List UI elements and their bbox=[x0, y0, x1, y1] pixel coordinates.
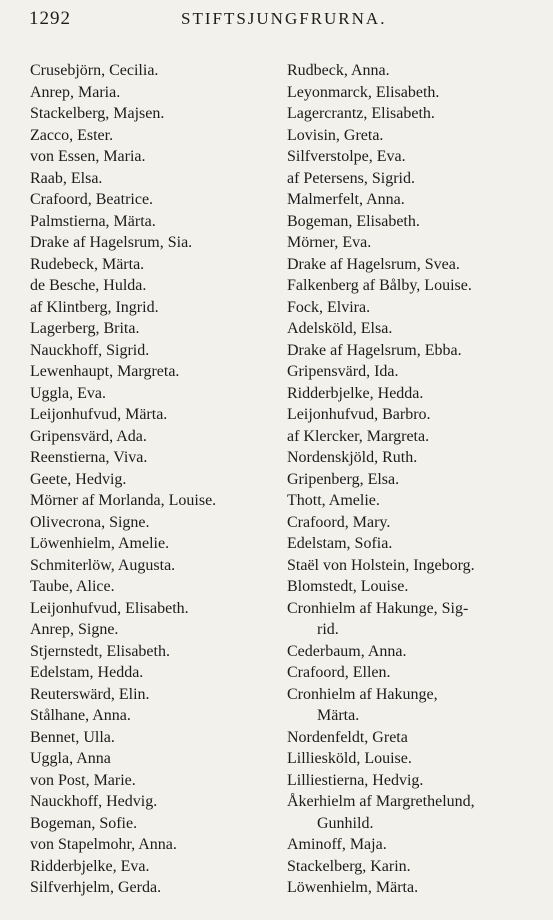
name-entry: Ridderbjelke, Hedda. bbox=[287, 384, 424, 402]
name-entry: Cronhielm af Hakunge, Sig- bbox=[287, 599, 469, 617]
name-entry: Lagercrantz, Elisabeth. bbox=[287, 105, 435, 122]
name-entry: Geete, Hedvig. bbox=[30, 470, 127, 488]
name-entry: Mörner af Morlanda, Louise. bbox=[30, 492, 217, 509]
name-entry: Gunhild. bbox=[317, 814, 374, 832]
name-entry: Stålhane, Anna. bbox=[30, 707, 131, 724]
name-entry: von Essen, Maria. bbox=[30, 148, 146, 165]
name-entry: Aminoff, Maja. bbox=[287, 836, 387, 853]
name-entry: Leijonhufvud, Barbro. bbox=[287, 406, 431, 423]
name-entry: Crafoord, Ellen. bbox=[287, 664, 391, 681]
name-entry: Nordenskjöld, Ruth. bbox=[287, 449, 418, 466]
name-entry: af Petersens, Sigrid. bbox=[287, 169, 415, 187]
name-entry: de Besche, Hulda. bbox=[30, 277, 147, 294]
name-entry: Drake af Hagelsrum, Sia. bbox=[30, 234, 193, 251]
name-entry: af Klintberg, Ingrid. bbox=[30, 298, 159, 316]
name-entry: Leijonhufvud, Elisabeth. bbox=[30, 599, 189, 617]
name-entry: Löwenhielm, Märta. bbox=[287, 879, 419, 896]
name-entry: von Stapelmohr, Anna. bbox=[30, 836, 177, 853]
name-entry: von Post, Marie. bbox=[30, 771, 136, 789]
name-entry: Bogeman, Sofie. bbox=[30, 814, 138, 832]
page-header bbox=[29, 6, 533, 32]
name-entry: Uggla, Eva. bbox=[30, 384, 106, 402]
name-entry: Raab, Elsa. bbox=[30, 169, 103, 187]
name-entry: Falkenberg af Bålby, Louise. bbox=[287, 277, 472, 294]
name-entry: Stackelberg, Majsen. bbox=[30, 105, 165, 122]
name-entry: Leyonmarck, Elisabeth. bbox=[287, 83, 440, 101]
name-entry: rid. bbox=[317, 621, 339, 638]
name-entry: Silfverstolpe, Eva. bbox=[287, 148, 406, 165]
name-entry: Gripensvärd, Ida. bbox=[287, 363, 399, 380]
name-entry: Anrep, Signe. bbox=[30, 621, 119, 638]
name-entry: Stjernstedt, Elisabeth. bbox=[30, 642, 170, 660]
name-entry: Rudebeck, Märta. bbox=[30, 255, 145, 273]
name-entry: Taube, Alice. bbox=[30, 578, 115, 595]
name-entry: Adelsköld, Elsa. bbox=[287, 320, 393, 337]
name-entry: Reenstierna, Viva. bbox=[30, 449, 148, 466]
name-entry: Bennet, Ulla. bbox=[30, 728, 115, 746]
name-entry: Zacco, Ester. bbox=[30, 126, 114, 144]
name-entry: Silfverhjelm, Gerda. bbox=[30, 879, 162, 896]
name-entry: Cronhielm af Hakunge, bbox=[287, 685, 438, 703]
name-entry: Thott, Amelie. bbox=[287, 492, 380, 509]
left-name-column bbox=[30, 60, 275, 899]
name-entry: Ridderbjelke, Eva. bbox=[30, 857, 150, 875]
name-entry: Uggla, Anna bbox=[30, 750, 111, 767]
name-entry: Bogeman, Elisabeth. bbox=[287, 212, 420, 230]
name-entry: Lilliesköld, Louise. bbox=[287, 750, 412, 767]
name-entry: Mörner, Eva. bbox=[287, 234, 372, 251]
name-entry: Lilliestierna, Hedvig. bbox=[287, 771, 424, 789]
name-entry: Crusebjörn, Cecilia. bbox=[30, 62, 159, 79]
name-entry: Edelstam, Hedda. bbox=[30, 664, 144, 681]
name-entry: Lovisin, Greta. bbox=[287, 126, 384, 144]
name-entry: Lewenhaupt, Margreta. bbox=[30, 363, 180, 380]
name-entry: Löwenhielm, Amelie. bbox=[30, 535, 170, 552]
name-entry: Stackelberg, Karin. bbox=[287, 857, 411, 875]
name-entry: Nordenfeldt, Greta bbox=[287, 728, 408, 746]
name-entry: Schmiterlöw, Augusta. bbox=[30, 556, 176, 574]
name-entry: Leijonhufvud, Märta. bbox=[30, 406, 168, 423]
name-entry: Anrep, Maria. bbox=[30, 83, 121, 101]
right-name-column bbox=[287, 60, 537, 899]
name-entry: Nauckhoff, Hedvig. bbox=[30, 793, 158, 810]
name-entry: Olivecrona, Signe. bbox=[30, 513, 150, 531]
name-entry: Gripenberg, Elsa. bbox=[287, 470, 400, 488]
name-entry: Crafoord, Beatrice. bbox=[30, 191, 154, 208]
name-entry: Reuterswärd, Elin. bbox=[30, 685, 150, 703]
running-title: STIFTSJUNGFRURNA. bbox=[181, 9, 387, 28]
name-entry: Malmerfelt, Anna. bbox=[287, 191, 405, 208]
page-number: 1292 bbox=[29, 8, 71, 29]
name-entry: Lagerberg, Brita. bbox=[30, 320, 140, 337]
name-entry: Drake af Hagelsrum, Svea. bbox=[287, 255, 460, 273]
name-entry: Märta. bbox=[317, 707, 360, 724]
name-entry: Nauckhoff, Sigrid. bbox=[30, 341, 150, 359]
name-entry: Staël von Holstein, Ingeborg. bbox=[287, 556, 475, 574]
name-entry: Fock, Elvira. bbox=[287, 298, 371, 316]
name-entry: Palmstierna, Märta. bbox=[30, 212, 156, 230]
name-entry: Drake af Hagelsrum, Ebba. bbox=[287, 341, 462, 359]
name-entry: Blomstedt, Louise. bbox=[287, 578, 409, 595]
name-entry: af Klercker, Margreta. bbox=[287, 427, 430, 445]
name-entry: Crafoord, Mary. bbox=[287, 513, 391, 531]
name-entry: Rudbeck, Anna. bbox=[287, 62, 390, 79]
name-entry: Edelstam, Sofia. bbox=[287, 535, 393, 552]
name-entry: Cederbaum, Anna. bbox=[287, 642, 407, 660]
name-entry: Åkerhielm af Margrethelund, bbox=[287, 793, 475, 810]
name-entry: Gripensvärd, Ada. bbox=[30, 427, 147, 445]
